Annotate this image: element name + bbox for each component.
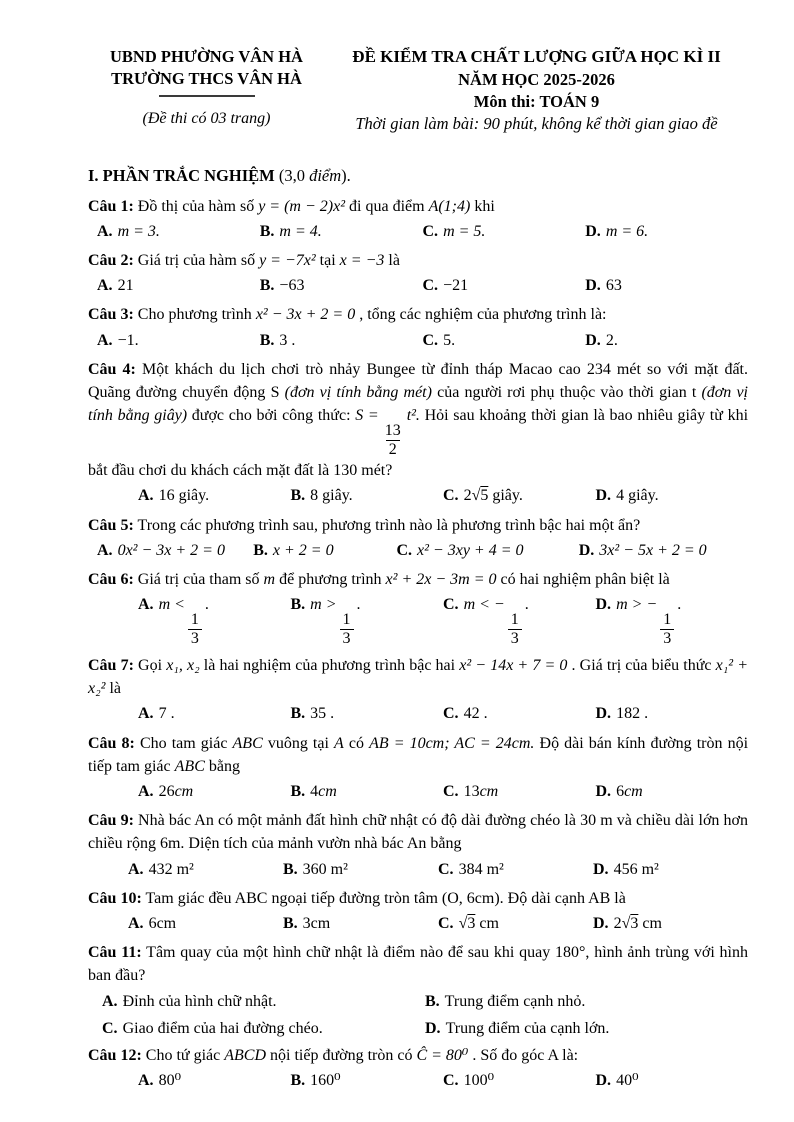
option-letter: A. [138, 596, 154, 614]
option-c [443, 593, 596, 648]
option-text: m = 5. [443, 222, 486, 240]
option-letter: A. [102, 992, 118, 1010]
stem-text: Hỏi sau khoảng thời gian là bao nhiêu giây từ khi bắt đầu chơi du khách cách mặt đất là 130 mét? [88, 407, 749, 480]
option-b [283, 912, 438, 935]
option-letter: C. [443, 596, 459, 614]
question-11-options-row-2 [88, 1017, 748, 1040]
option-text: 7 . [158, 705, 175, 723]
option-d [593, 858, 748, 881]
stem-italic-note: (đơn vị tính bằng giây) [88, 383, 748, 425]
option-a [138, 593, 291, 648]
option-letter: B. [253, 541, 268, 559]
option-number: 13 [463, 783, 480, 801]
unit-text: cm [318, 783, 337, 801]
fraction-numerator: 1 [190, 611, 199, 629]
question-label: Câu 3: [88, 306, 134, 324]
question-10 [88, 887, 748, 935]
math-expression: t². [406, 407, 420, 425]
exam-duration: Thời gian làm bài: 90 phút, không kể thời gian giao đề [355, 114, 718, 134]
option-letter: C. [443, 783, 459, 801]
option-text: 2√ [463, 487, 481, 505]
unit-text: cm [624, 783, 643, 801]
option-text: 0x² − 3x + 2 = 0 [117, 541, 225, 559]
option-d [596, 593, 749, 648]
exam-title: ĐỀ KIỂM TRA CHẤT LƯỢNG GIỮA HỌC KÌ II [352, 47, 721, 66]
option-text: 4 giây. [616, 487, 659, 505]
question-label: Câu 7: [88, 657, 134, 675]
org-name-2: TRƯỜNG THCS VÂN HÀ [111, 69, 302, 89]
option-text: −1. [117, 331, 139, 349]
question-label: Câu 8: [88, 734, 135, 752]
question-9-stem [88, 809, 748, 855]
stem-text: để phương trình [275, 570, 386, 588]
stem-text: Nhà bác An có một mảnh đất hình chữ nhật có độ dài đường chéo là 30 m và chiều dài lớn hơn chiều rộng 6m. Diện tích của mảnh vườn nhà bác An bằng [88, 812, 748, 853]
fraction-numerator: 1 [510, 611, 519, 629]
math-expression: ABCD [224, 1046, 266, 1064]
option-text: −21 [443, 277, 469, 295]
option-number: 4 [310, 783, 319, 801]
stem-text: nội tiếp đường tròn có [266, 1046, 417, 1064]
stem-text: . Giá trị của biểu thức [567, 657, 716, 675]
option-text: . [677, 596, 682, 614]
option-text: 3x² − 5x + 2 = 0 [599, 541, 707, 559]
option-text: cm [638, 914, 662, 932]
option-text: 16 giây. [158, 487, 210, 505]
option-text: Giao điểm của hai đường chéo. [122, 1019, 323, 1037]
document-header [88, 46, 748, 136]
question-6-stem [88, 568, 748, 591]
option-text: 21 [117, 277, 134, 295]
option-letter: A. [128, 860, 144, 878]
math-expression: x₁, x₂ [166, 657, 200, 675]
option-a [138, 1069, 291, 1092]
option-letter: B. [259, 222, 275, 240]
option-a [138, 702, 291, 725]
option-text: 8 giây. [310, 487, 353, 505]
fraction-denominator: 2 [386, 440, 400, 459]
question-2-stem [88, 249, 748, 272]
math-expression: x² − 14x + 7 = 0 [459, 657, 568, 675]
question-label: Câu 12: [88, 1046, 142, 1064]
fraction-denominator: 3 [340, 629, 354, 648]
unit-text: cm [174, 783, 194, 801]
option-d [579, 539, 748, 562]
option-letter: D. [425, 1019, 441, 1037]
question-2-options [88, 274, 748, 297]
option-letter: B. [259, 331, 275, 349]
option-text: 63 [605, 277, 622, 295]
option-a [102, 990, 425, 1013]
math-expression: ABC [174, 757, 205, 775]
option-text: x² − 3xy + 4 = 0 [417, 541, 524, 559]
option-letter: B. [283, 914, 298, 932]
math-expression: A(1;4) [428, 197, 471, 215]
option-a [97, 220, 260, 243]
option-letter: B. [290, 596, 306, 614]
option-text: m > [310, 596, 337, 614]
option-letter: D. [593, 860, 609, 878]
question-8-stem [88, 732, 748, 778]
question-label: Câu 11: [88, 944, 142, 962]
option-text: 100⁰ [463, 1072, 494, 1090]
stem-text: Độ dài bán kính đường tròn nội tiếp tam giác [88, 734, 749, 775]
math-expression: Ĉ = 80⁰ [416, 1046, 469, 1064]
math-expression: x₁² + x₂² [88, 657, 749, 698]
option-letter: A. [97, 331, 113, 349]
option-number: 6 [616, 783, 625, 801]
question-8-options [88, 780, 748, 803]
math-expression: x² − 3x + 2 = 0 [255, 306, 356, 324]
stem-text: Cho tam giác [134, 734, 233, 752]
option-text: 432 m² [148, 860, 194, 878]
stem-italic-note: (đơn vị tính bằng mét) [284, 383, 432, 401]
stem-text: Tâm quay của một hình chữ nhật là điểm nào để sau khi quay 180°, hình ảnh trùng với hình ban đầu? [88, 944, 748, 985]
option-letter: C. [102, 1019, 118, 1037]
question-11 [88, 941, 748, 1040]
option-text: 80⁰ [158, 1072, 181, 1090]
question-4-options [88, 484, 748, 507]
option-text: . [524, 596, 529, 614]
option-c [423, 220, 586, 243]
option-text: cm [475, 914, 499, 932]
option-letter: B. [290, 783, 306, 801]
question-3-stem [88, 303, 748, 326]
stem-text: . Số đo góc A là: [468, 1046, 579, 1064]
option-text: 6cm [148, 914, 177, 932]
math-expression: m [263, 570, 276, 588]
option-letter: B. [425, 992, 440, 1010]
question-7-stem [88, 654, 748, 700]
question-9 [88, 809, 748, 881]
exam-subject: Môn thi: TOÁN 9 [473, 92, 600, 112]
option-letter: C. [422, 331, 439, 349]
option-c [438, 912, 593, 935]
fraction-numerator: 1 [663, 611, 672, 629]
option-letter: D. [595, 705, 612, 723]
org-name-1: UBND PHƯỜNG VÂN HÀ [110, 47, 303, 66]
option-text: 2. [605, 331, 618, 349]
math-expression: x² + 2x − 3m = 0 [385, 570, 497, 588]
option-c [438, 858, 593, 881]
section-points-post: ). [341, 165, 351, 185]
stem-text: Một khách du lịch chơi trò nhảy Bungee từ đỉnh tháp Macao cao 234 mét so với mặt đất. Quãng đường chuyển động S [88, 360, 748, 401]
question-5-stem [88, 514, 748, 537]
fraction-denominator: 3 [188, 629, 202, 648]
question-12 [88, 1044, 748, 1092]
pages-note: (Đề thi có 03 trang) [142, 109, 271, 127]
option-a [138, 780, 291, 803]
section-title [88, 164, 748, 188]
option-c [423, 329, 586, 352]
option-text: 456 m² [613, 860, 659, 878]
stem-text: Trong các phương trình sau, phương trình nào là phương trình bậc hai một ẩn? [133, 516, 641, 534]
option-letter: B. [290, 705, 306, 723]
math-expression: y = −7x² [259, 252, 316, 270]
fraction-numerator: 1 [342, 611, 351, 629]
question-label: Câu 10: [88, 889, 142, 907]
question-5 [88, 514, 748, 562]
option-letter: A. [138, 487, 154, 505]
question-5-options [88, 539, 748, 562]
option-b [260, 274, 423, 297]
option-text: x + 2 = 0 [272, 541, 334, 559]
option-letter: A. [138, 1072, 154, 1090]
question-3-options [88, 329, 748, 352]
option-letter: A. [97, 222, 113, 240]
question-11-stem [88, 941, 748, 987]
fraction [382, 422, 404, 459]
option-letter: D. [578, 541, 595, 559]
option-letter: C. [438, 914, 454, 932]
option-b [291, 702, 444, 725]
question-label: Câu 1: [88, 197, 134, 215]
option-text: 35 . [310, 705, 335, 723]
option-b [260, 329, 423, 352]
stem-text: Gọi [133, 657, 167, 675]
option-a [138, 484, 291, 507]
option-a [97, 539, 253, 562]
option-c [423, 274, 586, 297]
option-b [291, 1069, 444, 1092]
option-text: . [204, 596, 209, 614]
option-d [596, 484, 749, 507]
option-text: 42 . [463, 705, 488, 723]
option-letter: A. [128, 914, 144, 932]
question-10-stem [88, 887, 748, 910]
option-d [593, 912, 748, 935]
option-text: giây. [488, 487, 523, 505]
option-c [102, 1017, 425, 1040]
option-text: √ [458, 914, 468, 932]
radicand: 3 [467, 914, 476, 932]
option-text: m = 3. [117, 222, 160, 240]
option-letter: C. [443, 705, 459, 723]
question-10-options [88, 912, 748, 935]
option-b [425, 990, 748, 1013]
option-letter: A. [97, 277, 113, 295]
question-8 [88, 732, 748, 804]
option-letter: D. [595, 783, 612, 801]
stem-text: Giá trị của tham số [133, 570, 264, 588]
fraction [188, 611, 202, 648]
option-text: m > − [616, 596, 658, 614]
option-letter: A. [97, 541, 113, 559]
question-11-options-row-1 [88, 990, 748, 1013]
option-d [596, 702, 749, 725]
option-text: Đỉnh của hình chữ nhật. [122, 992, 277, 1010]
stem-text: là hai nghiệm của phương trình bậc hai [199, 657, 460, 675]
option-a [128, 912, 283, 935]
fraction [660, 611, 674, 648]
option-letter: B. [290, 1072, 306, 1090]
math-expression: S = [355, 407, 379, 425]
math-expression: x = −3 [339, 252, 385, 270]
math-expression: y = (m − 2)x² [258, 197, 346, 215]
option-text: 2√ [613, 914, 631, 932]
question-1-stem [88, 195, 748, 218]
option-b [253, 539, 396, 562]
question-4 [88, 358, 748, 508]
option-d [585, 220, 748, 243]
stem-text: có hai nghiệm phân biệt là [496, 570, 670, 588]
question-12-options [88, 1069, 748, 1092]
option-letter: D. [595, 487, 612, 505]
stem-text: đi qua điểm [345, 197, 429, 215]
option-letter: C. [422, 222, 439, 240]
math-expression: AB = 10cm; AC = 24cm. [369, 734, 535, 752]
stem-text: Tam giác đều ABC ngoại tiếp đường tròn tâm (O, 6cm). Độ dài cạnh AB là [141, 889, 626, 907]
option-letter: B. [283, 860, 298, 878]
option-a [97, 329, 260, 352]
question-6-options [88, 593, 748, 648]
option-text: 40⁰ [616, 1072, 639, 1090]
fraction-denominator: 3 [508, 629, 522, 648]
option-text: 5. [443, 331, 456, 349]
option-letter: B. [259, 277, 275, 295]
option-text: 384 m² [458, 860, 504, 878]
math-expression: A [334, 734, 344, 752]
option-letter: C. [422, 277, 439, 295]
option-a [128, 858, 283, 881]
option-c [443, 1069, 596, 1092]
fraction-numerator: 13 [384, 422, 401, 440]
option-b [260, 220, 423, 243]
question-label: Câu 4: [88, 360, 136, 378]
stem-text: của người rơi phụ thuộc vào thời gian t [431, 383, 702, 401]
section-points-word: điểm [309, 165, 342, 185]
fraction [508, 611, 522, 648]
fraction-denominator: 3 [660, 629, 674, 648]
stem-text: được cho bởi công thức: [187, 407, 356, 425]
option-d [585, 274, 748, 297]
stem-text: khi [470, 197, 495, 215]
option-b [283, 858, 438, 881]
option-letter: D. [585, 277, 601, 295]
stem-text: Đồ thị của hàm số [133, 197, 259, 215]
option-text: m < [158, 596, 185, 614]
stem-text: Giá trị của hàm số [133, 252, 260, 270]
fraction [340, 611, 354, 648]
stem-text: là [105, 680, 122, 698]
option-letter: B. [290, 487, 306, 505]
option-letter: C. [443, 487, 459, 505]
stem-text: tại [315, 252, 340, 270]
option-number: 26 [158, 783, 175, 801]
question-1-options [88, 220, 748, 243]
stem-text: Cho tứ giác [141, 1046, 225, 1064]
radicand: 3 [630, 914, 639, 932]
option-letter: C. [443, 1072, 459, 1090]
option-d [585, 329, 748, 352]
radicand: 5 [480, 487, 489, 505]
option-c [443, 484, 596, 507]
exam-title-block [325, 46, 748, 136]
option-text: 3 . [279, 331, 296, 349]
stem-text: vuông tại [262, 734, 334, 752]
question-label: Câu 9: [88, 812, 134, 830]
header-underline [159, 95, 255, 97]
option-letter: C. [438, 860, 454, 878]
school-year: NĂM HỌC 2025-2026 [458, 69, 615, 89]
question-7 [88, 654, 748, 726]
option-text: −63 [279, 277, 305, 295]
option-letter: D. [595, 596, 612, 614]
option-text: m < − [463, 596, 505, 614]
option-letter: A. [138, 783, 154, 801]
option-letter: A. [138, 705, 154, 723]
school-block [88, 46, 325, 136]
question-1 [88, 195, 748, 243]
question-7-options [88, 702, 748, 725]
option-text: . [356, 596, 361, 614]
option-text: 160⁰ [310, 1072, 341, 1090]
option-d [596, 780, 749, 803]
option-text: Trung điểm của cạnh lớn. [445, 1019, 610, 1037]
option-a [97, 274, 260, 297]
option-text: 360 m² [302, 860, 348, 878]
option-d [425, 1017, 748, 1040]
question-label: Câu 6: [88, 570, 134, 588]
math-expression: ABC [232, 734, 263, 752]
option-letter: C. [396, 541, 413, 559]
question-2 [88, 249, 748, 297]
option-letter: D. [585, 222, 601, 240]
option-b [291, 593, 444, 648]
option-b [291, 484, 444, 507]
question-6 [88, 568, 748, 648]
option-c [443, 780, 596, 803]
option-text: Trung điểm cạnh nhỏ. [444, 992, 586, 1010]
stem-text: là [384, 252, 400, 270]
option-c [443, 702, 596, 725]
question-label: Câu 2: [88, 252, 134, 270]
option-c [396, 539, 578, 562]
stem-text: Cho phương trình [133, 306, 256, 324]
stem-text: bằng [204, 757, 240, 775]
section-title-text: I. PHẦN TRẮC NGHIỆM [88, 165, 275, 185]
unit-text: cm [479, 783, 499, 801]
question-3 [88, 303, 748, 351]
option-b [291, 780, 444, 803]
section-points-pre: (3,0 [274, 165, 310, 185]
stem-text: có [343, 734, 370, 752]
option-d [596, 1069, 749, 1092]
stem-text: , tổng các nghiệm của phương trình là: [355, 306, 607, 324]
question-4-stem [88, 358, 748, 483]
question-12-stem [88, 1044, 748, 1067]
option-letter: D. [595, 1072, 612, 1090]
option-text: m = 6. [605, 222, 649, 240]
option-text: m = 4. [279, 222, 322, 240]
option-letter: D. [585, 331, 601, 349]
option-letter: D. [593, 914, 609, 932]
option-text: 3cm [302, 914, 331, 932]
option-text: 182 . [616, 705, 649, 723]
question-label: Câu 5: [88, 516, 134, 534]
question-9-options [88, 858, 748, 881]
